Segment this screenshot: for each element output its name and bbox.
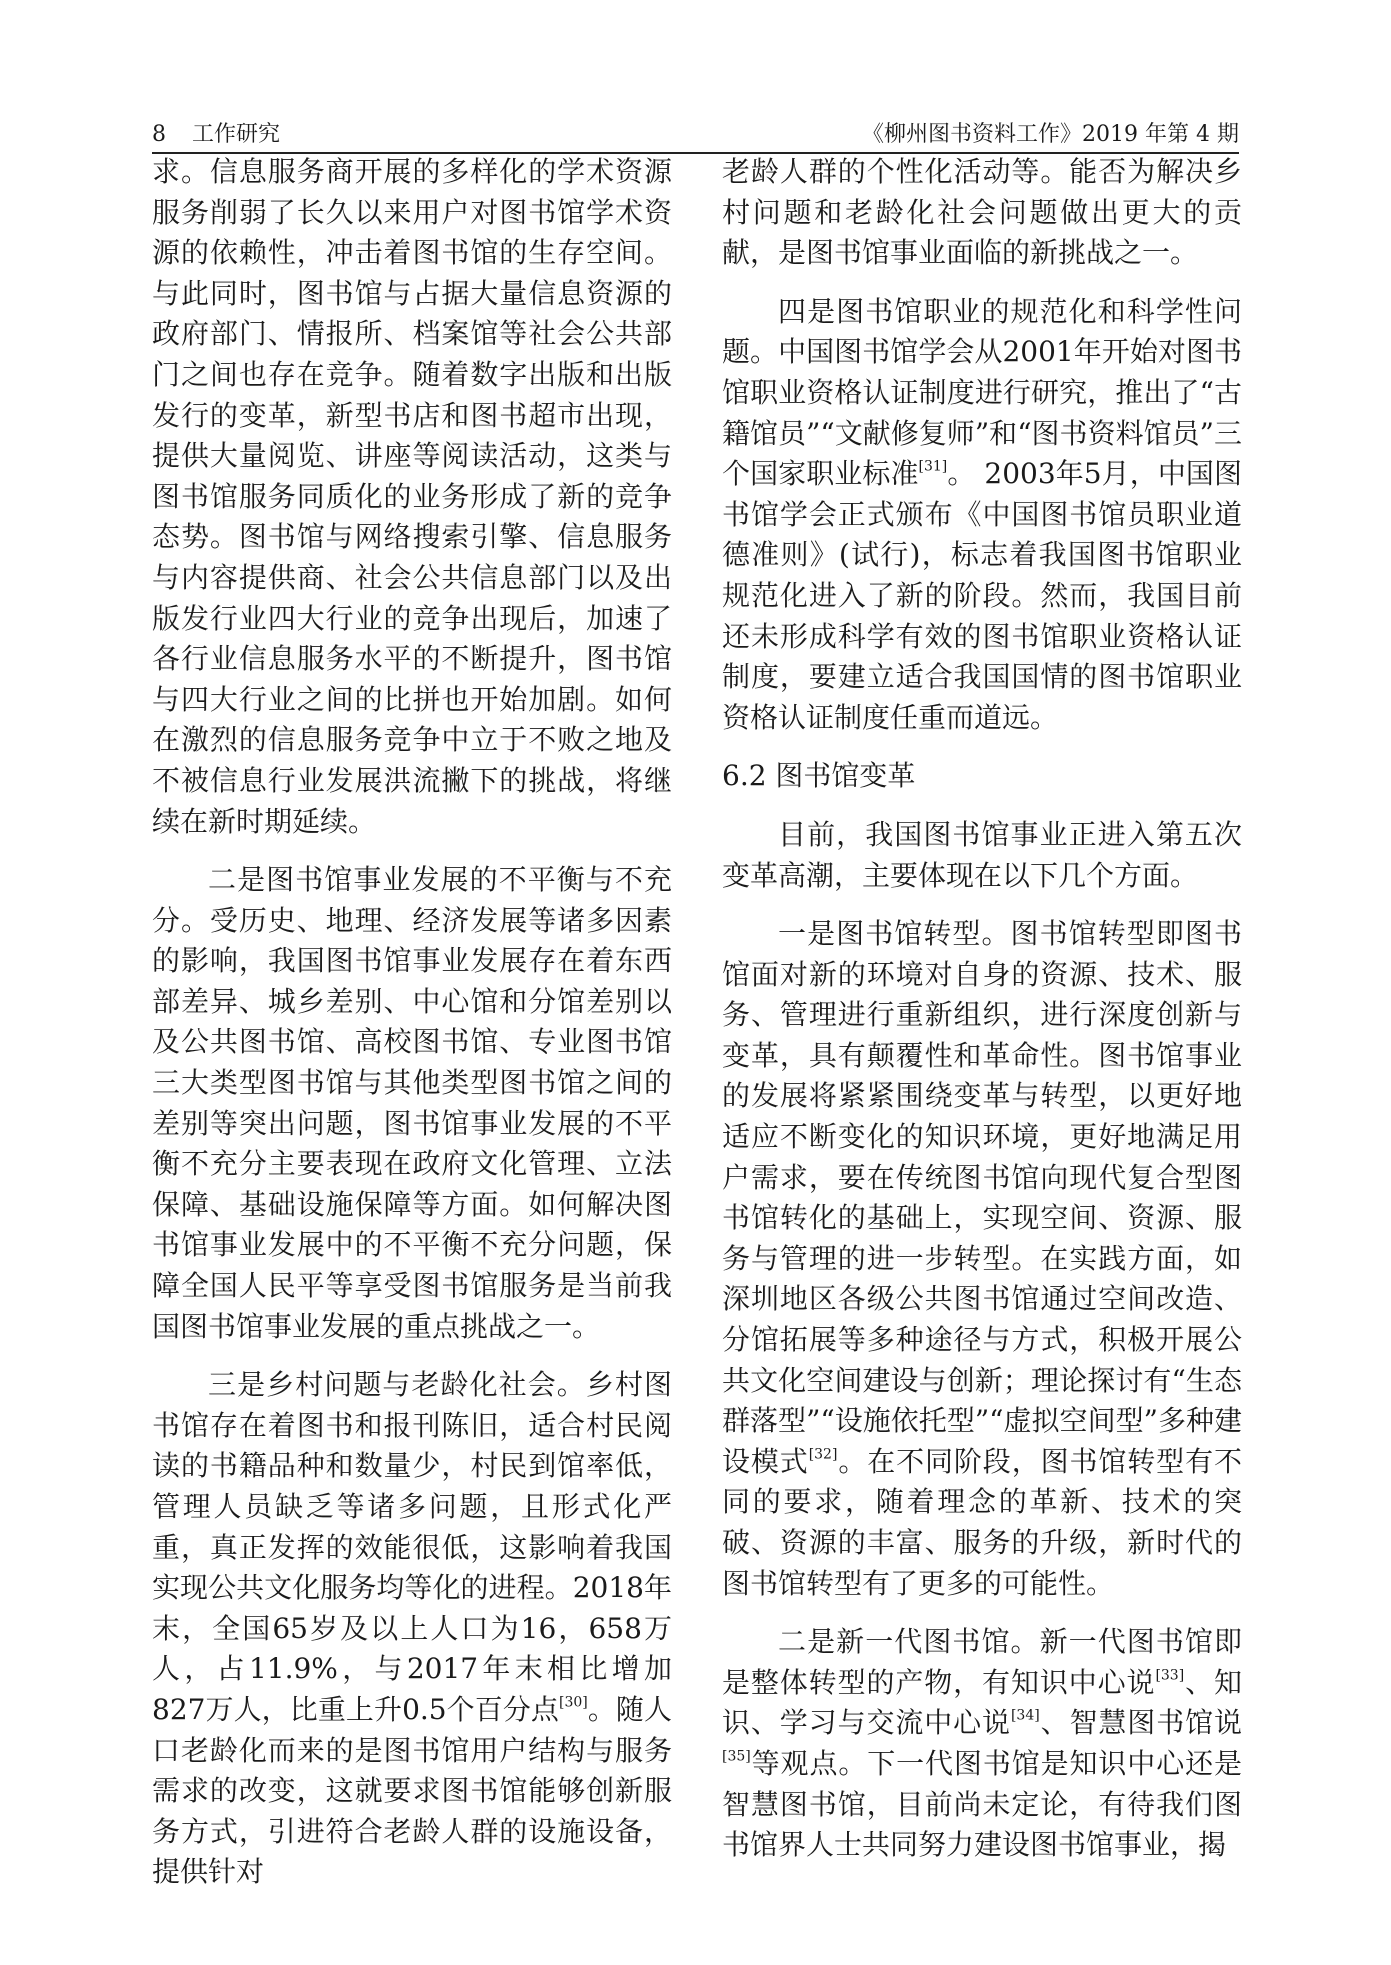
paragraph [722,1622,1242,1866]
text-run: 一是图书馆转型。图书馆转型即图书馆面对新的环境对自身的资源、技术、服务、管理进行重新组织，进行深度创新与变革，具有颠覆性和革命性。图书馆事业的发展将紧紧围绕变革与转型，以更好地适应不断变化的知识环境，更好地满足用户需求，要在传统图书馆向现代复合型图书馆转化的基础上，实现空间、资源、服务与管理的进一步转型。在实践方面，如深圳地区各级公共图书馆通过空间改造、分馆拓展等多种途径与方式，积极开展公共文化空间建设与创新；理论探讨有“生态群落型”“设施依托型”“虚拟空间型”多种建设模式 [722,917,1242,1478]
text-run: 等观点。下一代图书馆是知识中心还是智慧图书馆，目前尚未定论，有待我们图书馆界人士共同努力建设图书馆事业，揭 [722,1746,1242,1862]
paragraph [152,1365,672,1893]
paragraph: 二是图书馆事业发展的不平衡与不充分。受历史、地理、经济发展等诸多因素的影响，我国图书馆事业发展存在着东西部差异、城乡差别、中心馆和分馆差别以及公共图书馆、高校图书馆、专业图书馆三大类型图书馆与其他类型图书馆之间的差别等突出问题，图书馆事业发展的不平衡不充分主要表现在政府文化管理、立法保障、基础设施保障等方面。如何解决图书馆事业发展中的不平衡不充分问题，保障全国人民平等享受图书馆服务是当前我国图书馆事业发展的重点挑战之一。 [152,863,672,1343]
citation-ref: [32] [808,1446,838,1463]
text-run: 。随人口老龄化而来的是图书馆用户结构与服务需求的改变，这就要求图书馆能够创新服务方式，引进符合老龄人群的设施设备，提供针对 [152,1692,672,1889]
paragraph: 目前，我国图书馆事业正进入第五次变革高潮，主要体现在以下几个方面。 [722,817,1242,892]
citation-ref: [35] [722,1748,751,1765]
journal-title: 《柳州图书资料工作》2019 年第 4 期 [862,122,1239,147]
text-run: 。在不同阶段，图书馆转型有不同的要求，随着理念的革新、技术的突破、资源的丰富、服务的升级，新时代的图书馆转型有了更多的可能性。 [722,1444,1242,1600]
text-run: 、知识、学习与交流中心说 [722,1665,1242,1740]
section-heading: 6.2 图书馆变革 [722,759,916,793]
citation-ref: [30] [559,1694,588,1711]
citation-ref: [34] [1010,1707,1040,1724]
text-run: 。 2003年5月，中国图书馆学会正式颁布《中国图书馆员职业道德准则》(试行)，标志着我国图书馆职业规范化进入了新的阶段。然而，我国目前还未形成科学有效的图书馆职业资格认证制度，要建立适合我国国情的图书馆职业资格认证制度任重而道远。 [722,457,1242,734]
paragraph: 老龄人群的个性化活动等。能否为解决乡村问题和老龄化社会问题做出更大的贡献，是图书馆事业面临的新挑战之一。 [722,155,1242,270]
text-run: 三是乡村问题与老龄化社会。乡村图书馆存在着图书和报刊陈旧，适合村民阅读的书籍品种和数量少，村民到馆率低，管理人员缺乏等诸多问题，且形式化严重，真正发挥的效能很低，这影响着我国实现公共文化服务均等化的进程。2018年末，全国65岁及以上人口为16，658万人，占11.9%，与2017年末相比增加827万人，比重上升0.5个百分点 [152,1368,672,1726]
text-run: 、智慧图书馆说 [1039,1706,1242,1740]
page-number: 8 [152,122,166,147]
text-run: 二是新一代图书馆。新一代图书馆即是整体转型的产物，有知识中心说 [722,1625,1242,1699]
paragraph [722,914,1242,1604]
citation-ref: [31] [918,458,948,475]
right-column [722,152,1242,1884]
paragraph: 求。信息服务商开展的多样化的学术资源服务削弱了长久以来用户对图书馆学术资源的依赖性，冲击着图书馆的生存空间。与此同时，图书馆与占据大量信息资源的政府部门、情报所、档案馆等社会公共部门之间也存在竞争。随着数字出版和出版发行的变革，新型书店和图书超市出现，提供大量阅览、讲座等阅读活动，这类与图书馆服务同质化的业务形成了新的竞争态势。图书馆与网络搜索引擎、信息服务与内容提供商、社会公共信息部门以及出版发行业四大行业的竞争出现后，加速了各行业信息服务水平的不断提升，图书馆与四大行业之间的比拼也开始加剧。如何在激烈的信息服务竞争中立于不败之地及不被信息行业发展洪流撇下的挑战，将继续在新时期延续。 [152,155,672,838]
section-label: 工作研究 [192,122,281,147]
paragraph [722,292,1242,739]
header-left [152,117,280,148]
text-run: 四是图书馆职业的规范化和科学性问题。中国图书馆学会从2001年开始对图书馆职业资格认证制度进行研究，推出了“古籍馆员”“文献修复师”和“图书资料馆员”三个国家职业标准 [722,294,1242,491]
left-column [152,152,672,1911]
running-header [152,118,1239,154]
citation-ref: [33] [1155,1667,1185,1684]
